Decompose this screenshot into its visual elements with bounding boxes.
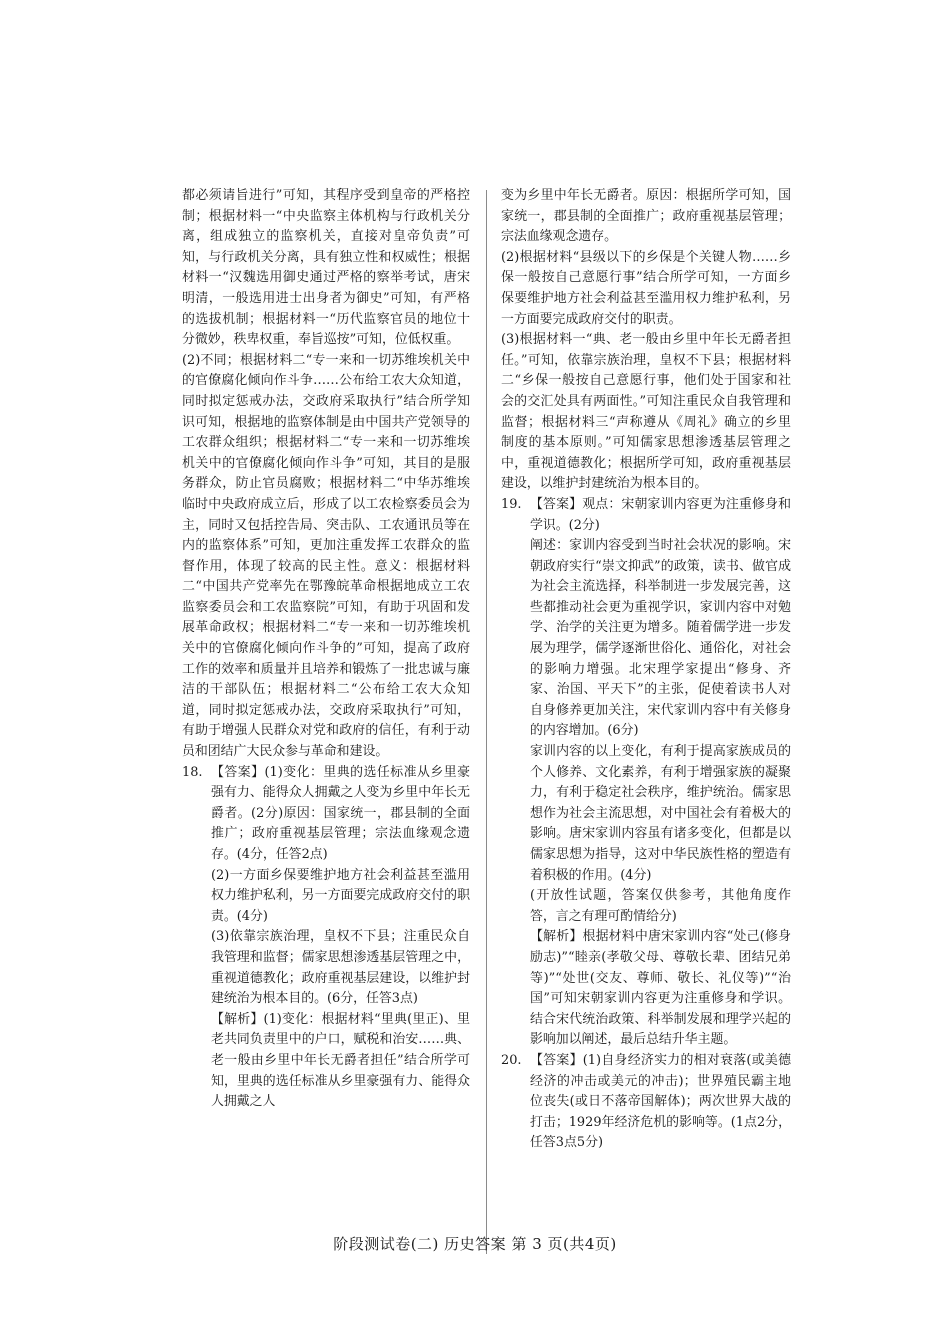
question-number: 19. (501, 496, 522, 512)
paragraph: 都必须请旨进行”可知，其程序受到皇帝的严格控制；根据材料一“中央监察主体机构与行政机关分离，组成独立的监察机关，直接对皇帝负责”可知，与行政机关分离，具有独立性和权威性；根据材料一“汉魏选用御史通过严格的察举考试，唐宋明清，一般选用进士出身者为御史”可知，有严格的选拔机制；根据材料一“历代监察官员的地位十分微妙，秩卑权重，奉旨巡按”可知，位低权重。 (182, 188, 470, 348)
question-18-answer (182, 763, 470, 866)
paragraph: (3)依靠宗族治理，皇权不下县；注重民众自我管理和监督；儒家思想渗透基层管理之中，重视道德教化；政府重视基层建设，以维护封建统治为根本目的。(6分，任答3点) (211, 929, 470, 1007)
answer-text: 【答案】(1)自身经济实力的相对衰落(或美德经济的冲击或美元的冲击)；世界殖民霸主地位丧失(或日不落帝国解体)；两次世界大战的打击；1929年经济危机的影响等。(1点2分，任答3点5分) (530, 1052, 791, 1151)
answer-text: 【答案】观点：宋朝家训内容更为注重修身和学识。(2分) (530, 496, 791, 533)
question-19-answer (501, 495, 791, 536)
question-number: 18. (182, 764, 203, 780)
left-column (182, 186, 470, 1113)
paragraph: 阐述：家训内容受到当时社会状况的影响。宋朝政府实行“崇文抑武”的政策，读书、做官成为社会主流选择，科举制进一步发展完善，这些都推动社会更为重视学识，家训内容中对勉学、治学的关注更为增多。随着儒学进一步发展为理学，儒学逐渐世俗化、通俗化，对社会的影响力增强。北宋理学家提出“修身、齐家、治国、平天下”的主张，促使着读书人对自身修养更加关注，宋代家训内容中有关修身的内容增加。(6分) (530, 538, 791, 739)
paragraph: (2)一方面乡保要维护地方社会利益甚至滥用权力维护私利，另一方面要完成政府交付的职责。(4分) (211, 867, 470, 924)
paragraph: 变为乡里中年长无爵者。原因：根据所学可知，国家统一，郡县制的全面推广；政府重视基层管理；宗法血缘观念遗存。 (501, 188, 791, 245)
note-paragraph: (开放性试题，答案仅供参考，其他角度作答，言之有理可酌情给分) (530, 888, 791, 924)
analysis-paragraph: 【解析】(1)变化：根据材料“里典(里正)、里老共同负责里中的户口，赋税和治安……典、老一般由乡里中年长无爵者担任”结合所学可知，里典的选任标准从乡里豪强有力、能得众人拥戴之人 (211, 1011, 470, 1110)
page-footer: 阶段测试卷(二) 历史答案 第 3 页(共4页) (333, 1235, 617, 1253)
answer-text: 【答案】(1)变化：里典的选任标准从乡里豪强有力、能得众人拥戴之人变为乡里中年长无爵者。(2分)原因：国家统一，郡县制的全面推广；政府重视基层管理；宗法血缘观念遗存。(4分，任答2点) (211, 764, 470, 862)
paragraph: (2)根据材料“县级以下的乡保是个关键人物……乡保一般按自己意愿行事”结合所学可知，一方面乡保要维护地方社会利益甚至滥用权力维护私利，另一方面要完成政府交付的职责。 (501, 249, 791, 327)
paragraph: (2)不同；根据材料二“专一来和一切苏维埃机关中的官僚腐化倾向作斗争……公布给工农大众知道，同时拟定惩戒办法，交政府采取执行”结合所学知识可知，根据地的监察体制是由中国共产党领导的工农群众组织；根据材料二“专一来和一切苏维埃机关中的官僚腐化倾向作斗争”可知，其目的是服务群众，防止官员腐败；根据材料二“中华苏维埃临时中央政府成立后，形成了以工农检察委员会为主，同时又包括控告局、突击队、工农通讯员等在内的监察体系”可知，更加注重发挥工农群众的监督作用，体现了较高的民主性。意义：根据材料二“中国共产党率先在鄂豫皖革命根据地成立工农监察委员会和工农监察院”可知，有助于巩固和发展革命政权；根据材料二“专一来和一切苏维埃机关中的官僚腐化倾向作斗争的”可知，提高了政府工作的效率和质量并且培养和锻炼了一批忠诚与廉洁的干部队伍；根据材料二“公布给工农大众知道，同时拟定惩戒办法，交政府采取执行”可知，有助于增强人民群众对党和政府的信任，有利于动员和团结广大民众参与革命和建设。 (182, 352, 470, 760)
question-20-answer (501, 1051, 791, 1154)
paragraph: (3)根据材料一“典、老一般由乡里中年长无爵者担任。”可知，依靠宗族治理，皇权不下县；根据材料二“乡保一般按自己意愿行事，他们处于国家和社会的交汇处具有两面性。”可知注重民众自我管理和监督；根据材料三“声称遵从《周礼》确立的乡里制度的基本原则。”可知儒家思想渗透基层管理之中，重视道德教化；根据所学可知，政府重视基层建设，以维护封建统治为根本目的。 (501, 332, 791, 492)
analysis-paragraph: 【解析】根据材料中唐宋家训内容“处己(修身励志)”“睦亲(孝敬父母、尊敬长辈、团结兄弟等)”“处世(交友、尊师、敬长、礼仪等)”“治国”可知宋朝家训内容更为注重修身和学识。结合宋代统治政策、科举制发展和理学兴起的影响加以阐述，最后总结升华主题。 (530, 929, 791, 1048)
paragraph: 家训内容的以上变化，有利于提高家族成员的个人修养、文化素养，有利于增强家族的凝聚力，有利于稳定社会秩序，维护统治。儒家思想作为社会主流思想，对中国社会有着极大的影响。唐宋家训内容虽有诸多变化，但都是以儒家思想为指导，这对中华民族性格的塑造有着积极的作用。(4分) (530, 744, 791, 883)
right-column (501, 186, 791, 1154)
column-divider (486, 190, 487, 1254)
question-number: 20. (501, 1052, 522, 1068)
